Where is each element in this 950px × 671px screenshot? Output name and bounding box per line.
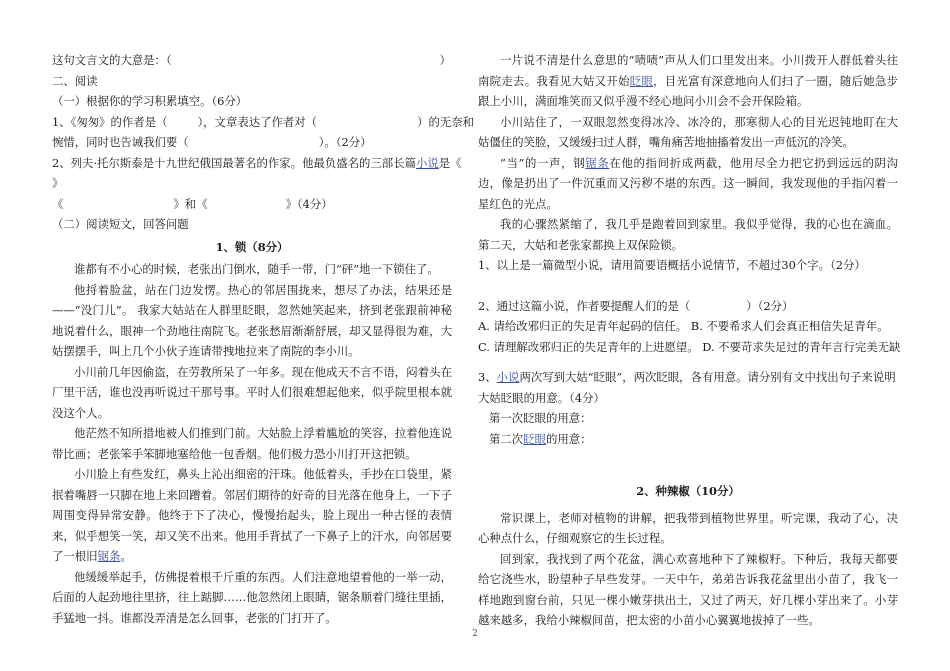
article-title-lock: 1、锁（8分） [215,239,289,254]
paragraph: “当”的一声，钢锯条在他的指间折成两截，他用尽全力把它扔到远远的阴沟边，像是扔出了一件沉重而又污秽不堪的东西。这一瞬间，我发现他的手指闪着一星红色的光点。 [478,155,898,211]
paragraph: 我的心骤然紧缩了，我几乎是跑着回到家里。我似乎觉得，我的心也在滴血。 第二天，大姑和老张家都换上双保险锁。 [478,217,898,252]
question-2-line-1: 2、列夫·托尔斯泰是十九世纪俄国最著名的作家。他最负盛名的三部长篇小说是《 [52,155,462,170]
page-number: 2 [472,629,478,639]
question-2-line-2: 》 [52,176,64,190]
paragraph: 小川站住了，一双眼忽然变得冰冷、冰冷的，那寒彻人心的目光迟钝地盯在大姑僵住的笑脸，又缓缓扫过人群，嘴角痛苦地抽搐着发出一声低沉的冷笑。 [478,114,898,149]
question-2: 2、通过这篇小说，作者要提醒人们的是（ ）（2分） [478,298,794,313]
paragraph: 常识课上，老师对植物的讲解，把我带到植物世界里。听完课，我动了心，决心种点什么，仔细观察它的生长过程。 [478,510,898,545]
link-novel[interactable]: 小说 [496,370,520,384]
subsection-heading-2: （二）阅读短文，回答问题 [52,217,189,231]
left-column [52,50,475,628]
right-column [478,50,901,631]
option-a-b: A. 请给改邪归正的失足青年起码的信任。 B. 不要希求人们会真正相信失足青年。 [478,319,889,333]
link-blink[interactable]: 眨眼 [629,73,654,88]
question-1: 1、以上是一篇微型小说，请用简要语概括小说情节，不超过30个字。（2分） [478,258,866,272]
link-saw-blade[interactable]: 锯条 [97,549,121,563]
paragraph: 小川脸上有些发红，鼻头上沁出细密的汗珠。他低着头，手抄在口袋里，紧抿着嘴唇一只脚在地上来回蹭着。邻居们期待的好奇的目光落在他身上，一下子周围变得异常安静。他终于下了决心，慢慢抬起头，脸上现出一种古怪的表情来，似乎想笑一笑，却又笑不出来。他用手背拭了一下鼻子上的汗水，向邻居要了一根旧锯条。 [52,467,452,563]
first-blink-answer: 第一次眨眼的用意： [489,411,592,425]
paragraph: 回到家，我找到了两个花盆，满心欢喜地种下了辣椒籽。下种后，我每天都要给它浇些水，盼望种子早些发芽。一天中午，弟弟告诉我花盆里出小苗了，我飞一样地跑到窗台前，只见一棵小嫩芽拱出土，又过了两天，好几棵小芽出来了。小芽越来越多，我给小辣椒间苗，把太密的小苗小心翼翼地拔掉了一些。 [478,551,898,627]
question-3: 3、小说两次写到大姑“眨眼”，两次眨眼，各有用意。请分别有文中找出句子来说明大姑眨眼的用意。（4分） [478,370,896,405]
link-novel[interactable]: 小说 [415,155,439,170]
paragraph: 小川前几年因偷盗，在劳教所呆了一年多。现在他成天不言不语，闷着头在厂里干活，谁也没再听说过干那号事。平时人们很难想起他来，似乎院里根本就没这个人。 [52,364,452,420]
paragraph: 他缓缓举起手，仿佛提着根千斤重的东西。人们注意地望着他的一举一动，后面的人起劲地往里挤，往上踮脚……他忽然闭上眼睛，锯条顺着门缝往里插，手猛地一抖。谁都没弄清是怎么回事，老张的门打开了。 [52,569,452,625]
paragraph: 一片说不清是什么意思的“啧啧”声从人们口里发出来。小川拨开人群低着头往南院走去。我看见大姑又开始眨眼，目光富有深意地向人们扫了一圈，随后她急步跟上小川，满面堆笑而又似乎漫不经心地问小川会不会开保险箱。 [478,53,898,108]
link-blink[interactable]: 眨眼 [523,431,546,446]
question-1-line-1: 1、《匆匆》的作者是（ ），文章表达了作者对（ ）的无奈和 [52,114,475,129]
paragraph: 他茫然不知所措地被人们推到门前。大姑脸上浮着尴尬的笑容，拉着他连说带比画；老张笨手笨脚地塞给他一包香烟。他们极力恐小川打开这把锁。 [52,426,452,461]
paragraph: 他捋着脸盆，站在门边发愣。热心的邻居围拢来，想尽了办法，结果还是——“没门儿”。 我家大姑站在人群里眨眼，忽然她笑起来，挤到老张跟前神秘地说着什么，眼神一个劲地往南院飞。老张愁眉渐渐舒展，却又显得很为难，大姑摆摆手，叫上几个小伙子连请带拽地拉来了南院的李小川。 [52,282,452,358]
translation-question: 这句文言文的大意是：（ ） [52,53,452,67]
second-blink-answer: 第二次眨眼的用意： [489,431,592,446]
subsection-heading-1: （一）根据你的学习积累填空。（6分） [52,94,248,108]
question-2-line-3: 《 》和《 》（4分） [52,196,333,211]
question-1-line-2: 惋惜，同时也告诫我们要（ ）。（2分） [52,135,372,149]
article-title-pepper: 2、种辣椒（10分） [636,484,740,498]
link-saw-blade[interactable]: 锯条 [585,155,610,170]
section-heading: 二、阅读 [52,73,98,88]
option-c-d: C. 请理解改邪归正的失足青年的上进愿望。 D. 不要苛求失足过的青年言行完美无缺 [478,339,901,354]
paragraph: 谁都有不小心的时候，老张出门倒水，随手一带，门“砰”地一下锁住了。 [74,262,439,276]
